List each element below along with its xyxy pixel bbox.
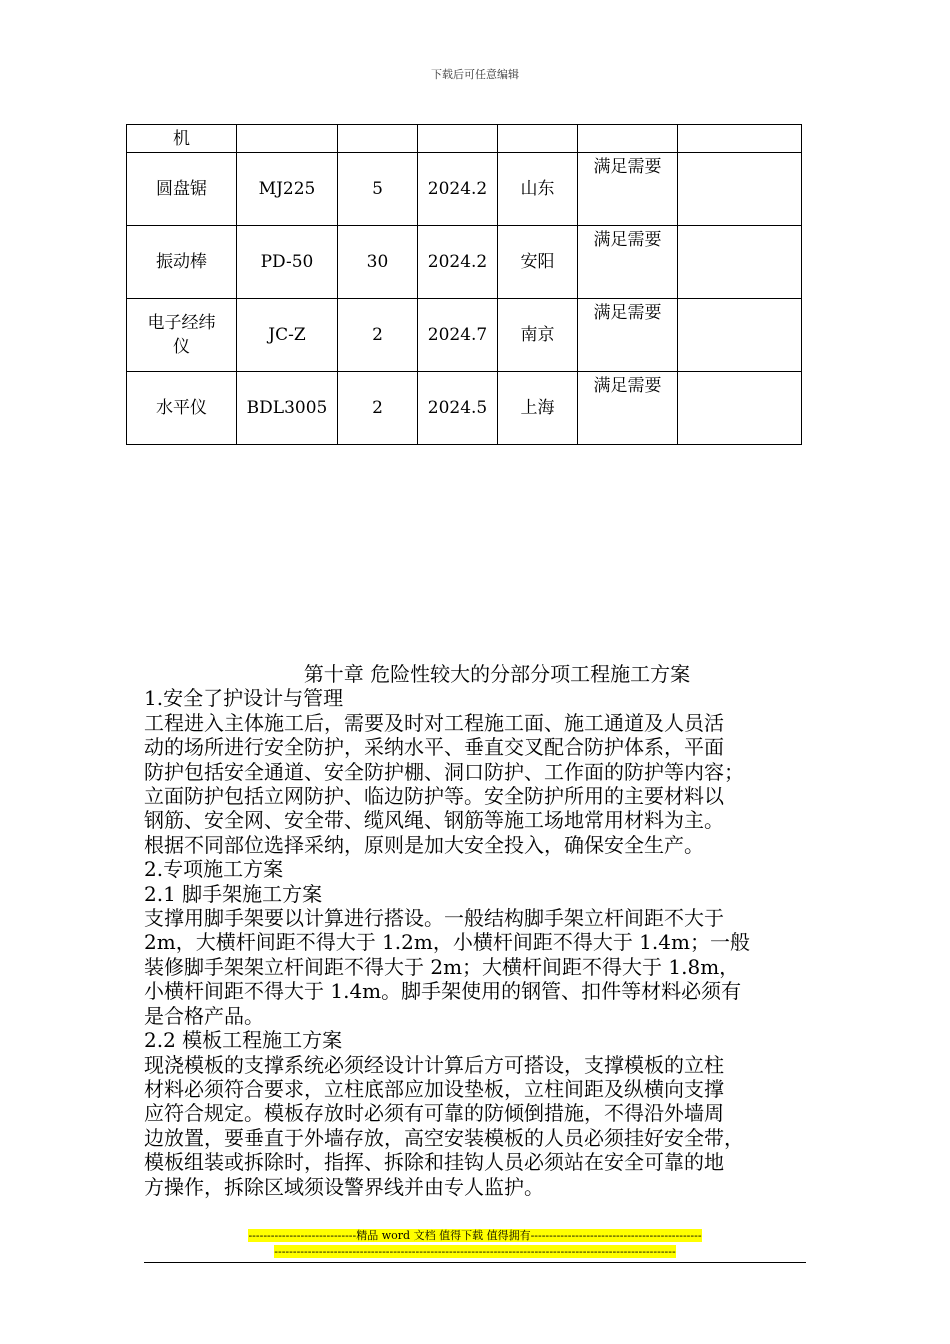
text-line: 装修脚手架架立杆间距不得大于 2m；大横杆间距不得大于 1.8m， <box>144 954 740 979</box>
cell-year: 2024.2 <box>418 153 498 226</box>
footer-line-1: -----------------------------精品 word 文档 值得下载 值得拥有---------------------------------------------- <box>248 1229 702 1242</box>
page-header: 下载后可任意编辑 <box>431 68 519 81</box>
cell-note <box>678 299 802 372</box>
chapter-title: 第十章 危险性较大的分部分项工程施工方案 <box>303 662 691 686</box>
cell-place: 山东 <box>498 153 578 226</box>
cell-qty: 2 <box>338 299 418 372</box>
main-text <box>144 662 810 1199</box>
cell-qty: 5 <box>338 153 418 226</box>
cell-name: 水平仪 <box>127 372 237 445</box>
table-row <box>127 372 802 445</box>
text-line: 2.2 模板工程施工方案 <box>144 1028 343 1053</box>
text-line: 方操作，拆除区域须设警界线并由专人监护。 <box>144 1174 544 1199</box>
text-line: 1.安全了护设计与管理 <box>144 686 344 711</box>
cell-model: PD-50 <box>237 226 338 299</box>
text-line: 材料必须符合要求，立柱底部应加设垫板，立柱间距及纵横向支撑 <box>144 1076 724 1101</box>
cell-year <box>418 125 498 153</box>
cell-status: 满足需要 <box>578 153 678 226</box>
text-line: 防护包括安全通道、安全防护棚、洞口防护、工作面的防护等内容； <box>144 759 744 784</box>
text-line: 边放置，要垂直于外墙存放，高空安装模板的人员必须挂好安全带， <box>144 1125 744 1150</box>
cell-model: MJ225 <box>237 153 338 226</box>
text-line: 是合格产品。 <box>144 1003 264 1028</box>
table-row <box>127 226 802 299</box>
cell-year: 2024.7 <box>418 299 498 372</box>
cell-note <box>678 226 802 299</box>
cell-name: 圆盘锯 <box>127 153 237 226</box>
cell-status: 满足需要 <box>578 299 678 372</box>
text-line: 支撑用脚手架要以计算进行搭设。一般结构脚手架立杆间距不大于 <box>144 906 724 931</box>
text-line: 应符合规定。模板存放时必须有可靠的防倾倒措施，不得沿外墙周 <box>144 1101 724 1126</box>
text-line: 根据不同部位选择采纳，原则是加大安全投入，确保安全生产。 <box>144 832 704 857</box>
cell-status: 满足需要 <box>578 226 678 299</box>
cell-year: 2024.5 <box>418 372 498 445</box>
paragraph-lines <box>144 686 810 1199</box>
cell-status <box>578 125 678 153</box>
table-row <box>127 299 802 372</box>
cell-place: 上海 <box>498 372 578 445</box>
text-line: 工程进入主体施工后，需要及时对工程施工面、施工通道及人员活 <box>144 710 724 735</box>
cell-note <box>678 153 802 226</box>
text-line: 立面防护包括立网防护、临边防护等。安全防护所用的主要材料以 <box>144 784 724 809</box>
cell-name: 机 <box>127 125 237 153</box>
cell-status: 满足需要 <box>578 372 678 445</box>
text-line: 钢筋、安全网、安全带、缆风绳、钢筋等施工场地常用材料为主。 <box>144 808 724 833</box>
footer-rule <box>144 1262 806 1263</box>
footer-banner <box>0 1229 950 1243</box>
text-line: 2m，大横杆间距不得大于 1.2m，小横杆间距不得大于 1.4m；一般 <box>144 930 750 955</box>
text-line: 2.专项施工方案 <box>144 857 284 882</box>
cell-name: 振动棒 <box>127 226 237 299</box>
cell-place: 安阳 <box>498 226 578 299</box>
footer-line-2: ------------------------------------------------------------------------------------------------------------ <box>274 1245 676 1258</box>
text-line: 2.1 脚手架施工方案 <box>144 881 323 906</box>
cell-place: 南京 <box>498 299 578 372</box>
cell-model: BDL3005 <box>237 372 338 445</box>
text-line: 模板组装或拆除时，指挥、拆除和挂钩人员必须站在安全可靠的地 <box>144 1150 724 1175</box>
text-line: 小横杆间距不得大于 1.4m。脚手架使用的钢管、扣件等材料必须有 <box>144 979 742 1004</box>
equipment-table <box>126 124 802 445</box>
footer-dashes <box>0 1245 950 1259</box>
cell-note <box>678 372 802 445</box>
cell-model <box>237 125 338 153</box>
cell-qty <box>338 125 418 153</box>
cell-qty: 30 <box>338 226 418 299</box>
cell-qty: 2 <box>338 372 418 445</box>
cell-year: 2024.2 <box>418 226 498 299</box>
text-line: 动的场所进行安全防护，采纳水平、垂直交叉配合防护体系，平面 <box>144 735 724 760</box>
cell-name: 电子经纬 仪 <box>127 299 237 372</box>
cell-place <box>498 125 578 153</box>
cell-model: JC-Z <box>237 299 338 372</box>
cell-note <box>678 125 802 153</box>
table-row <box>127 153 802 226</box>
text-line: 现浇模板的支撑系统必须经设计计算后方可搭设，支撑模板的立柱 <box>144 1052 724 1077</box>
table-row <box>127 125 802 153</box>
